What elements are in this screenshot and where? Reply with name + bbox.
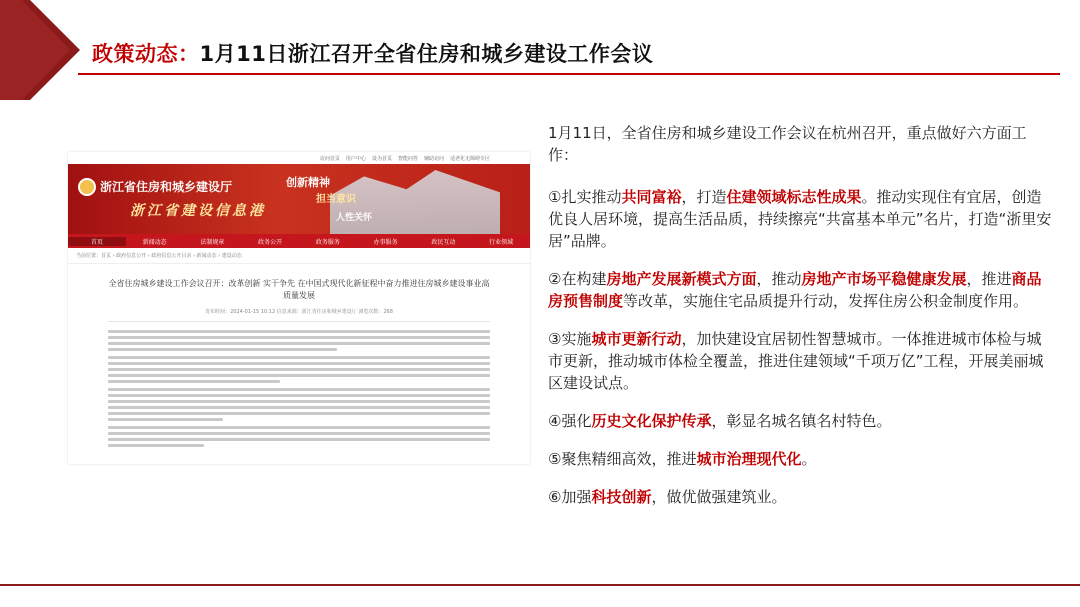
article-paragraph (108, 388, 490, 421)
header-divider (78, 73, 1060, 75)
nav-item: 政务公开 (258, 238, 283, 246)
nav-item-home: 首页 (68, 237, 126, 246)
corner-wedge-decoration (0, 0, 80, 110)
item-text: ，推进 (966, 270, 1012, 288)
banner-slogan: 担当意识 (316, 194, 356, 205)
list-item (548, 448, 1053, 470)
item-highlight: 房地产市场平稳健康发展 (801, 270, 967, 288)
nav-item: 新闻动态 (142, 238, 167, 246)
banner-slogan: 人性关怀 (336, 213, 373, 223)
footer-divider (0, 584, 1080, 586)
list-item (548, 410, 1053, 432)
screenshot-article-body (68, 322, 530, 460)
screenshot-article-title: 全省住房城乡建设工作会议召开：改革创新 实干争先 在中国式现代化新征程中奋力推进住房城乡建设事业高质量发展 (108, 279, 490, 300)
screenshot-topbar (68, 152, 530, 164)
topbar-link: 智能问答 (397, 155, 418, 162)
title-text: 1月11日浙江召开全省住房和城乡建设工作会议 (199, 42, 654, 66)
item-text: ⑤聚焦精细高效，推进 (548, 450, 697, 468)
nav-item: 政务服务 (315, 238, 340, 246)
article-paragraph (108, 356, 490, 383)
item-highlight: 城市治理现代化 (696, 450, 802, 468)
list-item (548, 186, 1053, 252)
item-text: 。推动实现住有宜居，创造优良人居环境，提高生活品质，持续擦亮“共富基本单元”名片，打造“浙里安居”品牌。 (548, 188, 1052, 250)
emblem-icon (78, 178, 96, 196)
nav-item: 办事服务 (373, 238, 398, 246)
item-highlight: 住建领域标志性成果 (726, 188, 862, 206)
topbar-link: 适老化无障碍专区 (449, 155, 490, 162)
topbar-link: 设为首页 (371, 155, 392, 162)
banner-site-sub: 浙江省建设信息港 (130, 203, 266, 219)
screenshot-article-meta: 发布时间：2024-01-15 10:12 信息来源：浙江省住房和城乡建设厅 浏览次数：268 (108, 302, 490, 322)
topbar-link: 访问首页 (319, 155, 340, 162)
article-paragraph (108, 426, 490, 447)
topbar-link: 辅助访问 (423, 155, 444, 162)
summary-text (548, 122, 1053, 524)
nav-item: 法制规章 (200, 238, 225, 246)
nav-item: 政民互动 (431, 238, 456, 246)
item-highlight: 共同富裕 (621, 188, 682, 206)
list-item (548, 486, 1053, 508)
banner-site-name: 浙江省住房和城乡建设厅 (100, 180, 233, 194)
item-text: ，打造 (681, 188, 727, 206)
topbar-link: 用户中心 (345, 155, 366, 162)
intro-paragraph: 1月11日，全省住房和城乡建设工作会议在杭州召开，重点做好六方面工作： (548, 124, 1027, 164)
screenshot-banner (68, 164, 530, 234)
item-text: ②在构建 (548, 270, 607, 288)
item-highlight: 历史文化保护传承 (591, 412, 712, 430)
banner-slogan: 创新精神 (286, 176, 330, 189)
screenshot-nav (68, 234, 530, 248)
item-text: 。 (801, 450, 817, 468)
nav-item: 行业领域 (489, 238, 514, 246)
item-highlight: 科技创新 (591, 488, 652, 506)
item-text: ①扎实推动 (548, 188, 622, 206)
website-screenshot (68, 152, 530, 464)
item-text: 等改革，实施住宅品质提升行动，发挥住房公积金制度作用。 (623, 292, 1029, 310)
list-item (548, 328, 1053, 394)
item-text: ⑥加强 (548, 488, 592, 506)
slide-title (92, 38, 653, 68)
item-text: ，彰显名城名镇名村特色。 (711, 412, 892, 430)
item-text: ，加快建设宜居韧性智慧城市。一体推进城市体检与城市更新，推动城市体检全覆盖，推进住建领域“千项万亿”工程，开展美丽城区建设试点。 (548, 330, 1044, 392)
title-tag: 政策动态： (92, 42, 200, 66)
item-highlight: 商品房预售制度 (548, 270, 1042, 310)
item-highlight: 城市更新行动 (591, 330, 682, 348)
item-text: ④强化 (548, 412, 592, 430)
item-text: ③实施 (548, 330, 592, 348)
item-text: ，推动 (756, 270, 802, 288)
screenshot-breadcrumb: 当前位置：首页 › 政府信息公开 › 政府信息公开目录 › 新闻动态 › 建设动态 (68, 248, 530, 264)
item-highlight: 房地产发展新模式方面 (606, 270, 757, 288)
list-item (548, 268, 1053, 312)
item-text: ，做优做强建筑业。 (651, 488, 787, 506)
article-paragraph (108, 330, 490, 351)
